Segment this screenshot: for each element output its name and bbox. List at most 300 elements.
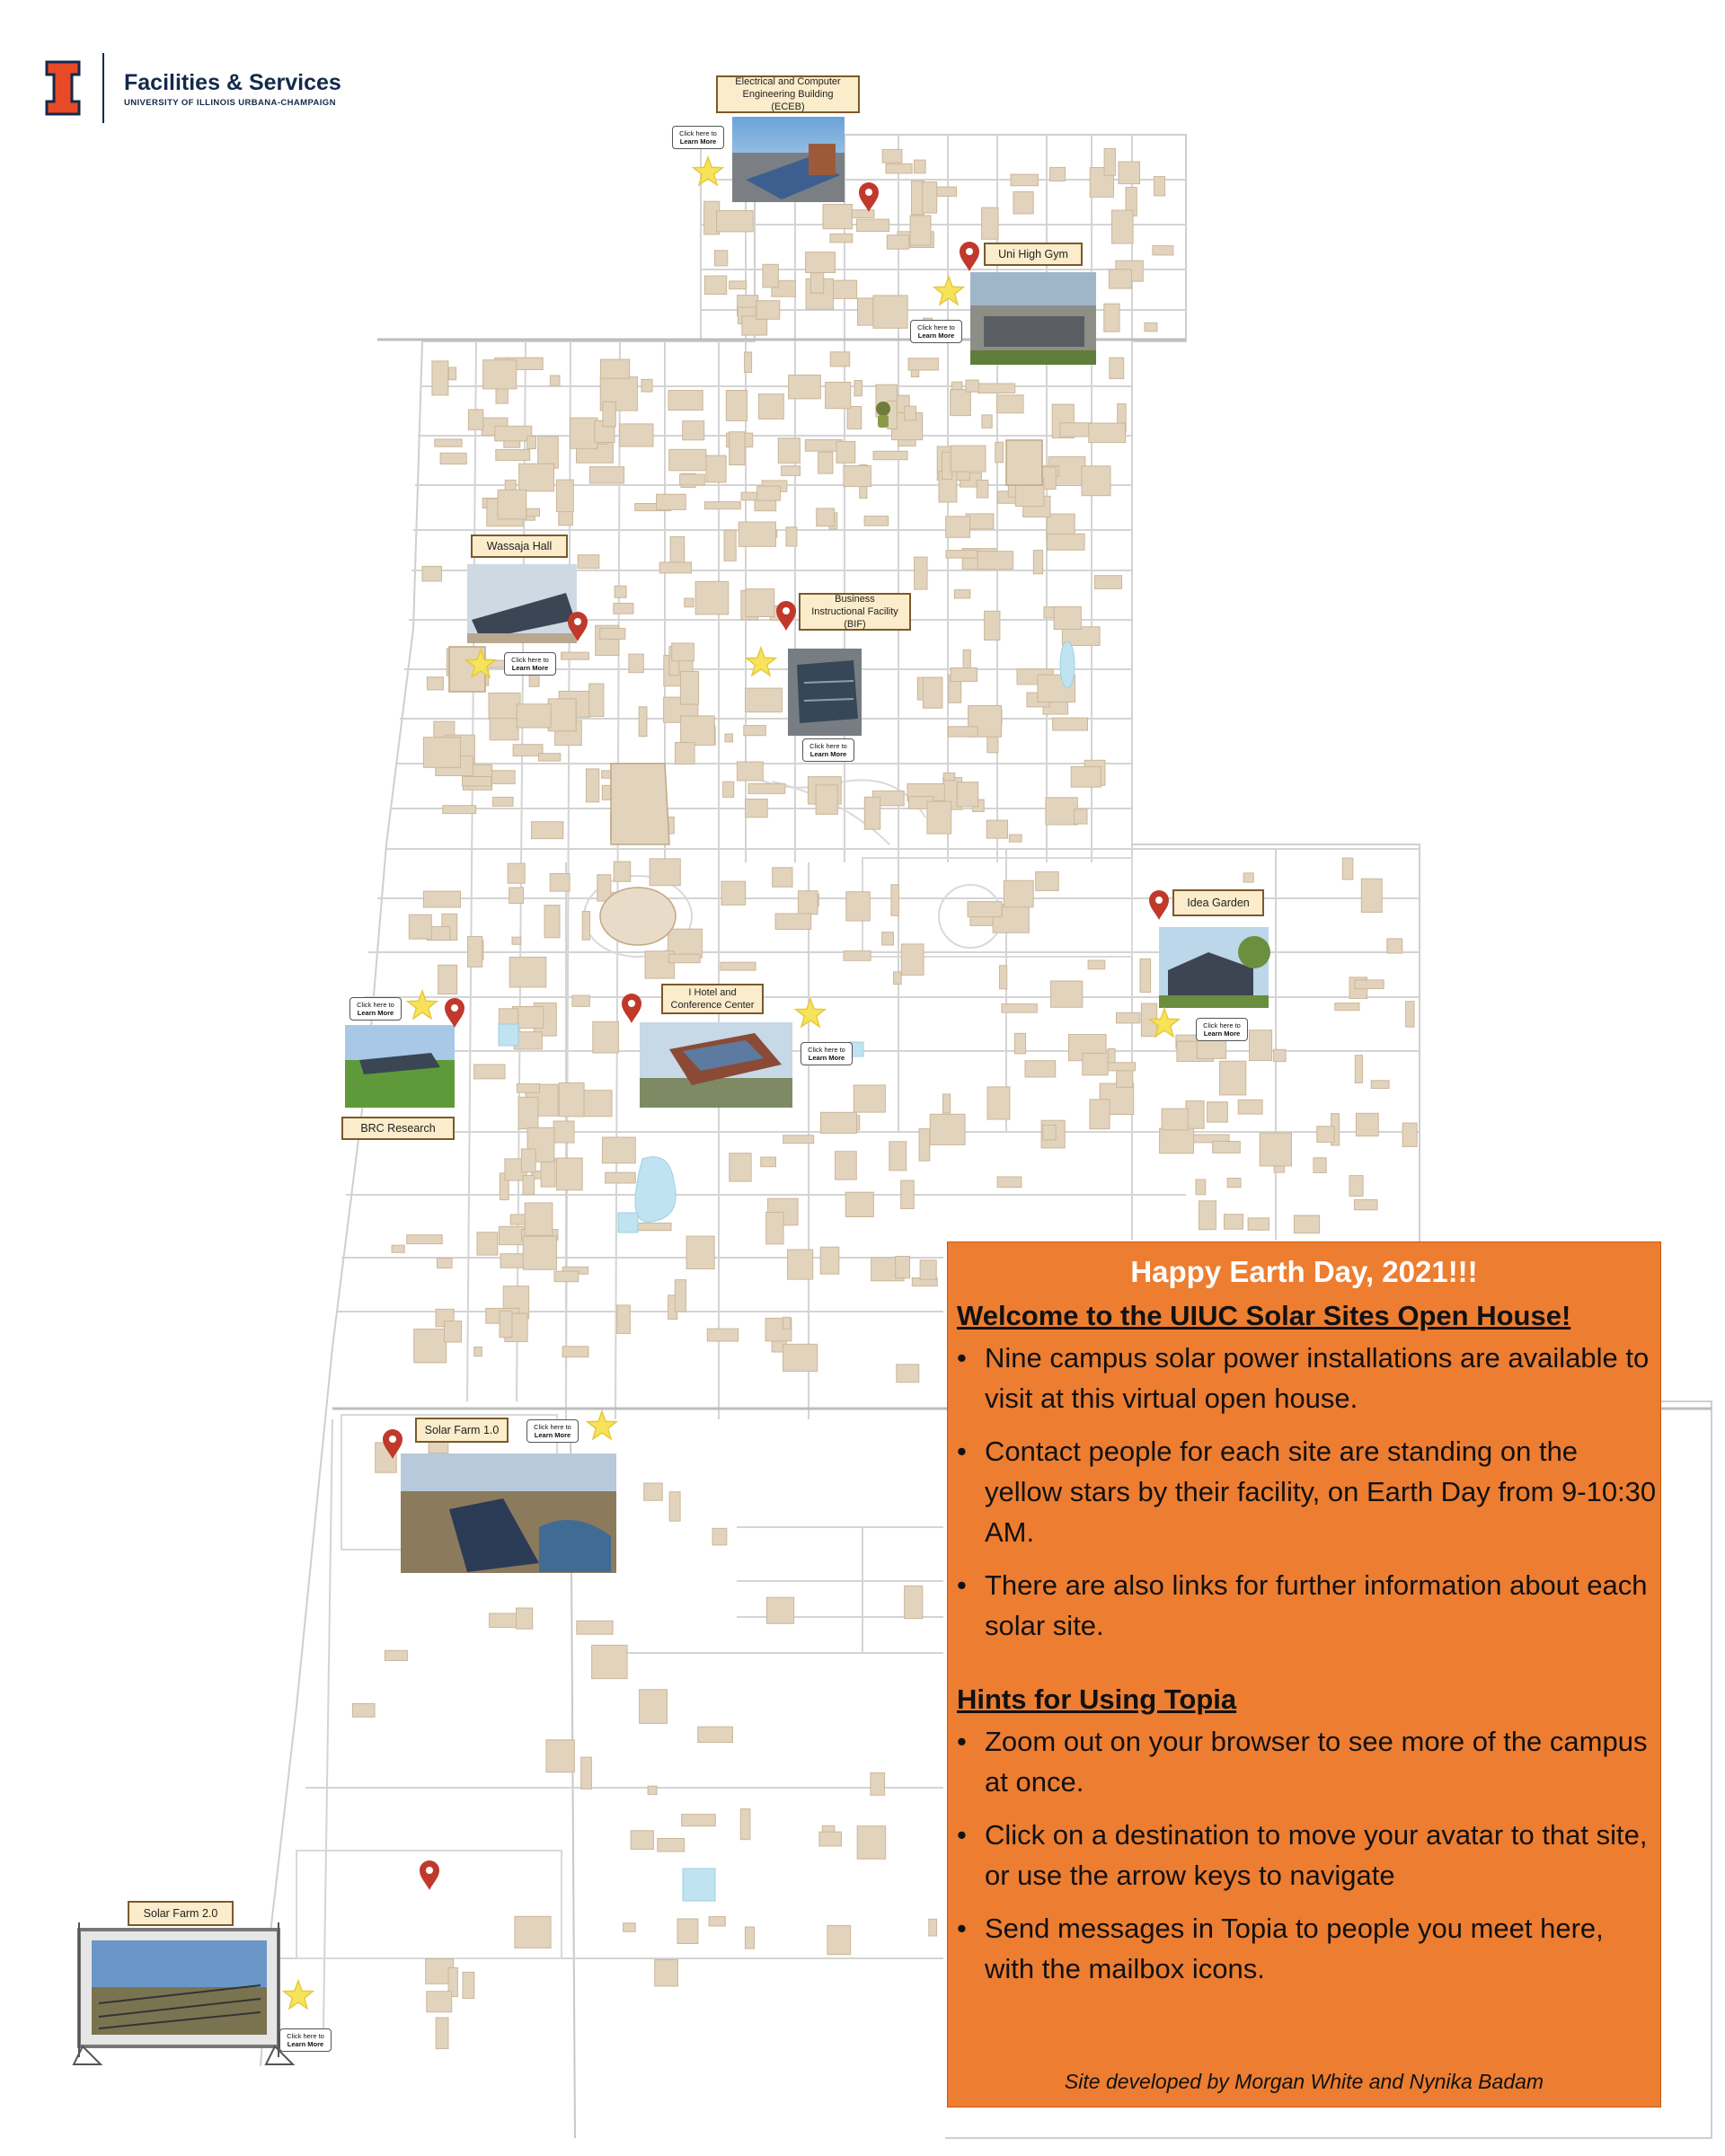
building bbox=[489, 693, 520, 719]
building bbox=[920, 1260, 936, 1279]
building bbox=[495, 426, 532, 441]
building bbox=[908, 358, 938, 370]
building bbox=[603, 402, 615, 427]
building bbox=[463, 777, 491, 787]
building bbox=[1145, 323, 1157, 331]
building bbox=[1108, 1049, 1115, 1065]
building bbox=[910, 216, 931, 245]
building bbox=[1227, 1179, 1241, 1188]
learn-more-button-wassaja[interactable] bbox=[504, 652, 556, 676]
building bbox=[523, 1236, 556, 1269]
building bbox=[677, 1919, 698, 1944]
building bbox=[1043, 1125, 1057, 1140]
building bbox=[521, 1149, 535, 1172]
learn-more-button-idea-garden[interactable] bbox=[1196, 1018, 1248, 1041]
building bbox=[882, 932, 894, 945]
building bbox=[631, 1831, 653, 1850]
building bbox=[905, 1586, 923, 1618]
building bbox=[1050, 981, 1082, 1007]
building bbox=[392, 1245, 404, 1252]
building bbox=[826, 383, 851, 409]
learn-more-button-brc[interactable] bbox=[349, 997, 402, 1021]
welcome-item: • Nine campus solar power installations are available to visit at this virtual open house. bbox=[985, 1338, 1660, 1418]
map-pin-icon[interactable] bbox=[776, 601, 796, 631]
building bbox=[680, 474, 705, 485]
building bbox=[385, 1650, 407, 1660]
building bbox=[725, 734, 733, 742]
building bbox=[886, 163, 912, 173]
building bbox=[685, 598, 694, 607]
map-pin-icon[interactable] bbox=[622, 994, 641, 1023]
building bbox=[1355, 980, 1384, 989]
building bbox=[712, 1528, 727, 1545]
building bbox=[1013, 192, 1033, 215]
learn-more-button-solar-farm-2[interactable] bbox=[279, 2028, 332, 2052]
building bbox=[554, 1271, 579, 1282]
building bbox=[943, 773, 955, 781]
hints-heading: Hints for Using Topia bbox=[957, 1683, 1237, 1715]
building bbox=[1088, 960, 1105, 969]
building bbox=[968, 902, 1002, 917]
building bbox=[675, 743, 694, 764]
site-label-idea-garden[interactable]: Idea Garden bbox=[1172, 889, 1264, 916]
map-pin-icon[interactable] bbox=[960, 242, 979, 271]
learn-more-line2: Learn More bbox=[287, 2040, 324, 2048]
building bbox=[1090, 1100, 1110, 1129]
building bbox=[978, 384, 1015, 393]
building bbox=[517, 1083, 539, 1092]
learn-more-line1: Click here to bbox=[917, 323, 955, 331]
building bbox=[1104, 304, 1119, 331]
building bbox=[1033, 551, 1042, 574]
building bbox=[602, 1137, 635, 1163]
building bbox=[820, 1112, 856, 1133]
building bbox=[819, 1832, 842, 1846]
learn-more-line2: Learn More bbox=[511, 664, 549, 672]
building bbox=[788, 1250, 813, 1279]
building bbox=[773, 868, 792, 888]
building bbox=[889, 1142, 907, 1171]
learn-more-button-eceb[interactable] bbox=[672, 126, 724, 149]
building bbox=[997, 1177, 1022, 1188]
building bbox=[923, 182, 937, 214]
building bbox=[830, 234, 853, 243]
map-pin-icon[interactable] bbox=[420, 1860, 439, 1890]
building bbox=[592, 1645, 628, 1678]
learn-more-line2: Learn More bbox=[357, 1009, 394, 1017]
building bbox=[512, 937, 521, 944]
site-credit: Site developed by Morgan White and Nynika Badam bbox=[1064, 2070, 1544, 2093]
building bbox=[755, 499, 776, 511]
building bbox=[541, 1158, 555, 1187]
building bbox=[724, 530, 736, 561]
building bbox=[655, 1960, 678, 1986]
building bbox=[746, 800, 768, 817]
building bbox=[930, 1114, 965, 1144]
building bbox=[1054, 606, 1081, 629]
building bbox=[582, 912, 589, 941]
building bbox=[1094, 576, 1121, 589]
building bbox=[1250, 1030, 1272, 1061]
building bbox=[581, 1757, 592, 1789]
building bbox=[707, 1329, 738, 1341]
building bbox=[1110, 358, 1124, 378]
building bbox=[1000, 966, 1007, 989]
building bbox=[951, 446, 986, 472]
building bbox=[601, 359, 630, 378]
building bbox=[1154, 177, 1165, 196]
welcome-item: • There are also links for further information about each solar site. bbox=[985, 1565, 1660, 1646]
brand-header[interactable] bbox=[45, 52, 341, 124]
building bbox=[854, 1085, 885, 1112]
building bbox=[562, 652, 589, 659]
building bbox=[518, 1097, 538, 1128]
building bbox=[1046, 798, 1078, 825]
map-pin-icon[interactable] bbox=[1149, 890, 1169, 920]
building bbox=[806, 252, 836, 273]
building bbox=[783, 1317, 791, 1329]
building bbox=[629, 654, 643, 673]
building bbox=[672, 643, 694, 661]
building bbox=[740, 1809, 750, 1840]
info-panel bbox=[947, 1241, 1661, 2107]
welcome-heading: Welcome to the UIUC Solar Sites Open House! bbox=[957, 1300, 1571, 1331]
building bbox=[1117, 1012, 1140, 1023]
building bbox=[986, 820, 1007, 838]
building bbox=[745, 1927, 754, 1948]
building bbox=[723, 782, 734, 797]
building bbox=[915, 557, 927, 589]
building bbox=[698, 1727, 733, 1742]
building bbox=[517, 1608, 533, 1629]
site-label-eceb[interactable]: Electrical and Computer Engineering Building (ECEB) bbox=[716, 75, 860, 113]
building bbox=[682, 1815, 716, 1826]
building bbox=[1335, 1003, 1359, 1011]
building bbox=[1082, 466, 1110, 496]
building bbox=[871, 1773, 885, 1796]
building bbox=[704, 276, 726, 294]
building bbox=[882, 149, 902, 163]
building bbox=[438, 965, 457, 994]
building bbox=[423, 738, 460, 768]
building bbox=[901, 944, 924, 976]
building bbox=[463, 1972, 474, 1998]
star-icon[interactable] bbox=[796, 999, 825, 1027]
learn-more-line2: Learn More bbox=[808, 1054, 845, 1062]
building bbox=[1371, 1081, 1389, 1089]
building bbox=[782, 466, 801, 476]
building bbox=[686, 1236, 714, 1268]
building bbox=[1356, 1113, 1378, 1135]
building bbox=[432, 361, 448, 395]
building bbox=[1025, 1061, 1056, 1077]
building bbox=[730, 281, 747, 289]
brand-divider bbox=[102, 53, 104, 123]
panel-title: Happy Earth Day, 2021!!! bbox=[1130, 1255, 1478, 1288]
building bbox=[1317, 1127, 1334, 1143]
building bbox=[1119, 162, 1140, 184]
learn-more-button-i-hotel[interactable] bbox=[801, 1042, 853, 1065]
building bbox=[816, 785, 837, 815]
building bbox=[1089, 423, 1126, 443]
star-icon[interactable] bbox=[284, 1981, 313, 2009]
building bbox=[550, 874, 570, 892]
site-label-wassaja[interactable]: Wassaja Hall bbox=[471, 535, 568, 558]
illinois-block-i-logo bbox=[45, 60, 81, 116]
building bbox=[1186, 1100, 1204, 1128]
building bbox=[648, 1786, 657, 1794]
building bbox=[1053, 718, 1088, 730]
building bbox=[657, 494, 686, 509]
hints-list bbox=[948, 1721, 1660, 1989]
building bbox=[1349, 1176, 1363, 1197]
building bbox=[427, 1992, 452, 2012]
building bbox=[1208, 1102, 1228, 1122]
building bbox=[823, 205, 852, 229]
building bbox=[1342, 858, 1353, 879]
building bbox=[927, 801, 951, 834]
site-label-bif[interactable]: Business Instructional Facility (BIF) bbox=[799, 593, 911, 631]
building bbox=[1036, 872, 1059, 891]
building bbox=[589, 684, 604, 717]
building bbox=[758, 394, 783, 420]
building bbox=[440, 453, 466, 464]
building bbox=[659, 562, 691, 573]
building bbox=[845, 1192, 873, 1216]
building bbox=[1109, 270, 1131, 288]
building bbox=[683, 421, 704, 440]
building bbox=[864, 517, 889, 526]
learn-more-line1: Click here to bbox=[357, 1001, 394, 1009]
building bbox=[745, 352, 752, 373]
wassaja-photo bbox=[467, 564, 577, 643]
learn-more-button-solar-farm-1[interactable] bbox=[526, 1419, 579, 1443]
org-subtitle: UNIVERSITY OF ILLINOIS URBANA-CHAMPAIGN bbox=[124, 97, 336, 108]
building bbox=[586, 769, 598, 802]
building bbox=[1213, 1142, 1241, 1153]
building bbox=[548, 699, 576, 731]
learn-more-line1: Click here to bbox=[808, 1046, 845, 1054]
building bbox=[578, 555, 599, 569]
building bbox=[681, 716, 715, 746]
welcome-item: • Contact people for each site are standing on the yellow stars by their facility, on Earth Day from 9-10:30 AM. bbox=[985, 1431, 1660, 1552]
building bbox=[525, 1203, 553, 1235]
building bbox=[624, 1923, 636, 1932]
building bbox=[997, 395, 1024, 413]
building bbox=[589, 467, 624, 483]
building bbox=[923, 677, 942, 708]
star-icon[interactable] bbox=[588, 1411, 616, 1439]
learn-more-line2: Learn More bbox=[809, 750, 847, 758]
building bbox=[1274, 1049, 1287, 1061]
building bbox=[946, 517, 970, 538]
building bbox=[836, 1152, 857, 1180]
building bbox=[509, 958, 546, 987]
building bbox=[443, 806, 476, 814]
building bbox=[617, 1305, 631, 1334]
building bbox=[593, 1021, 619, 1053]
building bbox=[1004, 880, 1033, 907]
learn-more-line1: Click here to bbox=[511, 656, 549, 664]
building bbox=[717, 211, 754, 232]
idea-garden-photo bbox=[1159, 927, 1270, 1008]
building bbox=[915, 160, 926, 173]
building bbox=[763, 264, 778, 287]
building bbox=[498, 490, 526, 519]
building bbox=[1140, 959, 1151, 992]
building bbox=[951, 390, 971, 416]
building bbox=[761, 1157, 776, 1167]
building bbox=[783, 1135, 814, 1144]
building bbox=[766, 1597, 793, 1623]
building bbox=[669, 449, 706, 471]
building bbox=[864, 797, 880, 829]
building bbox=[873, 451, 907, 459]
building bbox=[985, 611, 1000, 640]
site-label-i-hotel[interactable]: I Hotel and Conference Center bbox=[661, 984, 764, 1014]
building bbox=[572, 995, 589, 1006]
building bbox=[919, 1128, 930, 1161]
building bbox=[614, 862, 631, 881]
building bbox=[847, 407, 862, 429]
building bbox=[778, 438, 800, 464]
learn-more-button-uni-high[interactable] bbox=[910, 320, 962, 343]
building bbox=[1314, 1158, 1326, 1173]
building bbox=[1108, 1063, 1136, 1071]
building bbox=[827, 1925, 851, 1954]
building bbox=[844, 466, 871, 487]
building bbox=[987, 1087, 1010, 1119]
building bbox=[894, 972, 902, 985]
map-pin-icon[interactable] bbox=[859, 182, 879, 212]
building bbox=[1294, 1215, 1319, 1233]
building bbox=[641, 379, 652, 392]
building bbox=[1083, 1053, 1109, 1074]
site-label-uni-high[interactable]: Uni High Gym bbox=[984, 243, 1083, 266]
building bbox=[1260, 1133, 1291, 1166]
building bbox=[509, 888, 524, 904]
building bbox=[523, 1175, 535, 1194]
building bbox=[620, 424, 653, 446]
building bbox=[832, 280, 857, 298]
building bbox=[468, 410, 482, 430]
building bbox=[571, 418, 597, 448]
building bbox=[929, 1919, 937, 1936]
building bbox=[577, 1621, 613, 1634]
building bbox=[553, 1121, 574, 1143]
solar-farm-2-billboard bbox=[74, 1922, 293, 2064]
learn-more-line2: Learn More bbox=[917, 331, 955, 340]
star-icon[interactable] bbox=[408, 991, 437, 1019]
building bbox=[766, 1213, 783, 1244]
building bbox=[896, 1257, 910, 1278]
building bbox=[721, 881, 746, 905]
building bbox=[1014, 1033, 1025, 1054]
star-icon[interactable] bbox=[694, 157, 722, 185]
building bbox=[897, 1365, 919, 1383]
building bbox=[538, 754, 560, 761]
building bbox=[556, 480, 573, 512]
building bbox=[600, 628, 625, 639]
building bbox=[977, 481, 988, 499]
building bbox=[1199, 1201, 1216, 1230]
hint-item: • Click on a destination to move your avatar to that site, or use the arrow keys to navigate bbox=[985, 1815, 1660, 1895]
building bbox=[519, 464, 554, 491]
building bbox=[757, 486, 781, 500]
site-label-solar-farm-1[interactable]: Solar Farm 1.0 bbox=[415, 1418, 509, 1443]
building bbox=[669, 1492, 680, 1522]
building bbox=[496, 450, 530, 461]
building bbox=[1048, 534, 1085, 550]
building bbox=[1402, 1123, 1417, 1146]
star-icon[interactable] bbox=[747, 648, 775, 676]
building bbox=[422, 566, 442, 581]
building bbox=[483, 360, 517, 389]
building bbox=[500, 1311, 512, 1338]
building bbox=[709, 1917, 725, 1926]
building bbox=[1355, 1056, 1362, 1083]
building bbox=[1075, 809, 1088, 824]
map-pin-icon[interactable] bbox=[445, 998, 464, 1028]
building bbox=[438, 1259, 453, 1268]
building bbox=[891, 885, 899, 916]
building bbox=[644, 1483, 663, 1500]
building bbox=[1104, 148, 1115, 175]
building bbox=[606, 1172, 636, 1183]
building bbox=[820, 1247, 839, 1274]
building bbox=[1220, 1061, 1246, 1095]
learn-more-line2: Learn More bbox=[1203, 1029, 1241, 1038]
site-label-solar-farm-2[interactable]: Solar Farm 2.0 bbox=[128, 1901, 234, 1926]
hint-item: • Send messages in Topia to people you meet here, with the mailbox icons. bbox=[985, 1908, 1660, 1989]
welcome-list bbox=[948, 1338, 1660, 1646]
learn-more-line1: Click here to bbox=[809, 742, 847, 750]
building bbox=[436, 2018, 448, 2049]
building bbox=[1002, 1004, 1038, 1013]
building bbox=[562, 1347, 588, 1357]
building bbox=[844, 951, 871, 961]
building bbox=[783, 1344, 818, 1371]
building bbox=[532, 822, 563, 839]
site-label-brc[interactable]: BRC Research bbox=[341, 1117, 455, 1140]
building bbox=[614, 604, 633, 614]
learn-more-line1: Click here to bbox=[287, 2032, 324, 2040]
learn-more-button-bif[interactable] bbox=[802, 738, 854, 762]
building bbox=[905, 406, 916, 420]
building bbox=[954, 590, 970, 598]
building bbox=[887, 235, 909, 250]
building bbox=[474, 1065, 505, 1079]
solar-farm-1-photo bbox=[401, 1454, 616, 1573]
building bbox=[995, 442, 1004, 463]
building bbox=[468, 937, 482, 968]
building bbox=[650, 859, 680, 886]
building bbox=[527, 437, 536, 449]
building bbox=[1387, 939, 1402, 953]
building bbox=[633, 1223, 671, 1230]
building bbox=[1361, 879, 1382, 912]
building bbox=[786, 527, 797, 546]
building bbox=[775, 914, 811, 930]
eceb-photo bbox=[732, 117, 845, 202]
building bbox=[680, 671, 698, 704]
uni-high-photo bbox=[970, 272, 1096, 365]
building bbox=[675, 1280, 686, 1312]
building bbox=[668, 391, 703, 411]
building bbox=[517, 704, 551, 728]
building bbox=[474, 1348, 482, 1356]
building bbox=[1011, 174, 1038, 186]
